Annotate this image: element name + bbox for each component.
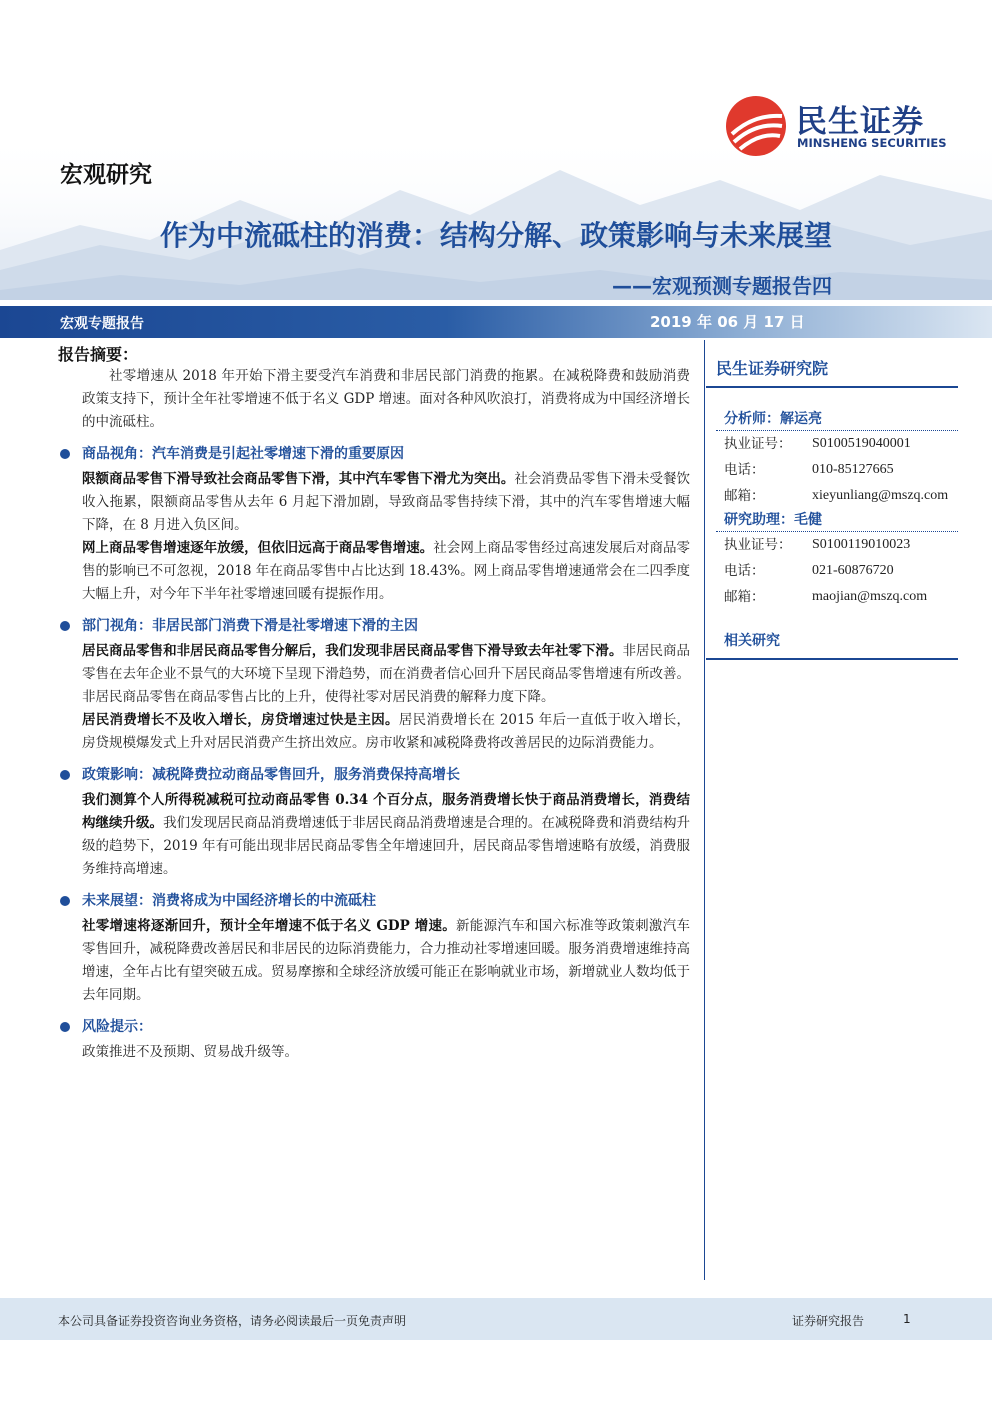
section-label: 宏观研究 [60,162,152,188]
bullet-icon [60,621,70,631]
risk-text: 政策推进不及预期、贸易战升级等。 [82,1044,298,1060]
brand-name-cn: 民生证券 [796,104,924,140]
summary-intro: 社零增速从 2018 年开始下滑主要受汽车消费和非居民部门消费的拖累。在减税降费和鼓励消费政策支持下，预计全年社零增速不低于名义 GDP 增速。面对各种风吹浪打，消费将成为中国经济增长的中流砥柱。 [82,368,690,430]
bullet-icon [60,1022,70,1032]
brand-name-en: MINSHENG SECURITIES [797,136,947,150]
minsheng-logo-icon [724,94,788,158]
section-heading-goods: 商品视角：汽车消费是引起社零增速下滑的重要原因 [58,442,690,466]
section-heading-sector: 部门视角：非居民部门消费下滑是社零增速下滑的主因 [58,614,690,638]
info-row: 执业证号： S0100519040001 [724,436,911,452]
section-paragraph: 居民商品零售和非居民商品零售分解后，我们发现非居民商品零售下滑导致去年社零下滑。非居民商品零售在去年企业不景气的大环境下呈现下滑趋势，而在消费者信心回升下居民商品零售增速有所改善。非居民商品零售在商品零售占比的上升，使得社零对居民消费的解释力度下降。 [82,643,690,705]
sidebar [706,342,958,660]
section-paragraph: 社零增速将逐渐回升，预计全年增速不低于名义 GDP 增速。新能源汽车和国六标准等政策刺激汽车零售回升，减税降费改善居民和非居民的边际消费能力，合力推动社零增速回暖。服务消费增速维持高增速，全年占比有望突破五成。贸易摩擦和全球经济放缓可能正在影响就业市场，新增就业人数均低于去年同期。 [82,918,690,1003]
footer-disclaimer: 本公司具备证券投资咨询业务资格，请务必阅读最后一页免责声明 [58,1314,407,1328]
sidebar-rule [706,658,958,660]
footer-doc-type: 证券研究报告 [792,1314,865,1328]
bullet-icon [60,449,70,459]
bullet-icon [60,896,70,906]
section-paragraph: 网上商品零售增速逐年放缓，但依旧远高于商品零售增速。社会网上商品零售经过高速发展后对商品零售的影响已不可忽视，2018 年在商品零售中占比达到 18.43%。网上商品零售增速通常会在二四季度大幅上升，对今年下半年社零增速回暖有提振作用。 [82,540,691,602]
assistant-heading: 研究助理：毛健 [724,512,822,528]
info-row: 邮箱： xieyunliang@mszq.com [724,488,949,504]
related-research-heading: 相关研究 [724,633,780,649]
report-date: 2019 年 06 月 17 日 [650,313,805,331]
institute-name: 民生证券研究院 [716,359,829,378]
info-row: 邮箱： maojian@mszq.com [724,589,928,605]
report-title: 作为中流砥柱的消费：结构分解、政策影响与未来展望 [159,219,832,252]
section-paragraph: 限额商品零售下滑导致社会商品零售下滑，其中汽车零售下滑尤为突出。社会消费品零售下滑未受餐饮收入拖累，限额商品零售从去年 6 月起下滑加剧，导致商品零售持续下滑，其中的汽车零售增速大幅下降，在 8 月进入负区间。 [82,471,691,533]
sidebar-rule [706,386,958,388]
section-heading-risk: 风险提示： [58,1015,690,1039]
report-subtitle: ——宏观预测专题报告四 [612,274,832,298]
section-paragraph: 我们测算个人所得税减税可拉动商品零售 0.34 个百分点，服务消费增长快于商品消费增长，消费结构继续升级。我们发现居民商品消费增速低于非居民商品消费增速是合理的。在减税降费和消费结构升级的趋势下，2019 年有可能出现非居民商品零售全年增速回升，居民商品零售增速略有放缓，消费服务维持高增速。 [82,792,691,877]
brand-logo [718,94,958,158]
info-row: 执业证号： S0100119010023 [724,537,911,553]
report-type-label: 宏观专题报告 [60,316,144,332]
column-divider [704,340,705,1280]
summary-column [58,342,690,1064]
info-row: 电话： 010-85127665 [724,462,894,478]
page-number: 1 [903,1312,911,1326]
info-row: 电话： 021-60876720 [724,563,894,579]
section-heading-outlook: 未来展望：消费将成为中国经济增长的中流砥柱 [58,889,690,913]
bullet-icon [60,770,70,780]
summary-title: 报告摘要： [58,345,139,364]
header-band [0,306,992,338]
analyst-heading: 分析师：解运亮 [724,411,822,427]
section-heading-policy: 政策影响：减税降费拉动商品零售回升，服务消费保持高增长 [58,763,690,787]
section-paragraph: 居民消费增长不及收入增长，房贷增速过快是主因。居民消费增长在 2015 年后一直低于收入增长，房贷规模爆发式上升对居民消费产生挤出效应。房市收紧和减税降费将改善居民的边际消费能力。 [82,712,690,751]
